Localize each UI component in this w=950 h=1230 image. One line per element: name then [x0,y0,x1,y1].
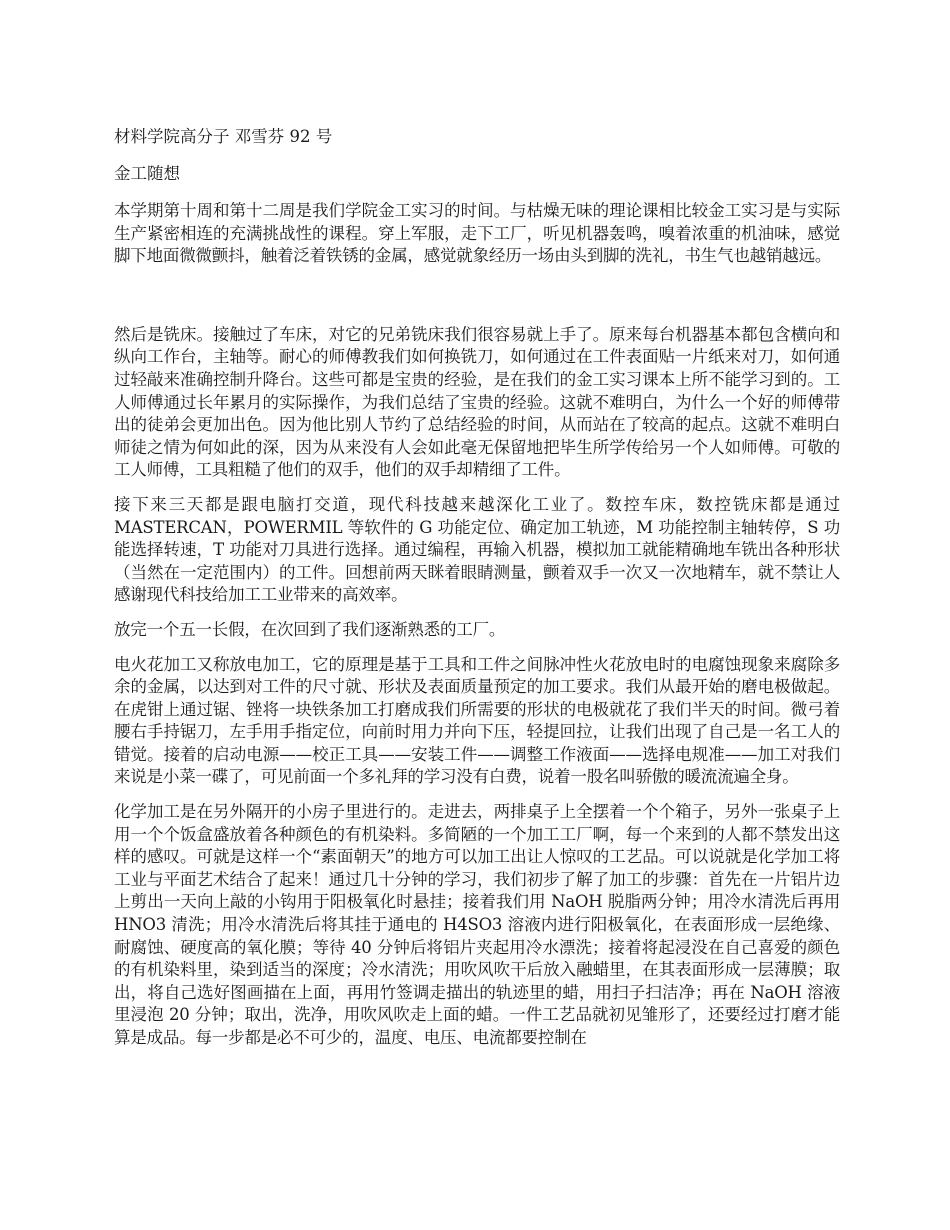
paragraph-intro: 本学期第十周和第十二周是我们学院金工实习的时间。与枯燥无味的理论课相比较金工实习是与实际生产紧密相连的充满挑战性的课程。穿上军服，走下工厂，听见机器轰鸣，嗅着浓重的机油味，感觉脚下地面微微颤抖，触着泛着铁锈的金属，感觉就象经历一场由头到脚的洗礼，书生气也越销越远。 [114,201,840,266]
paragraph-milling: 然后是铣床。接触过了车床，对它的兄弟铣床我们很容易就上手了。原来每台机器基本都包含横向和纵向工作台，主轴等。耐心的师傅教我们如何换铣刀，如何通过在工件表面贴一片纸来对刀，如何通过轻敲来准确控制升降台。这些可都是宝贵的经验，是在我们的金工实习课本上所不能学习到的。工人师傅通过长年累月的实际操作，为我们总结了宝贵的经验。这就不难明白，为什么一个好的师傅带出的徒弟会更加出色。因为他比别人节约了总结经验的时间，从而站在了较高的起点。这就不难明白师徒之情为何如此的深，因为从来没有人会如此毫无保留地把毕生所学传给另一个人如师傅。可敬的工人师傅，工具粗糙了他们的双手，他们的双手却精细了工件。 [114,324,840,480]
paragraph-cnc: 接下来三天都是跟电脑打交道，现代科技越来越深化工业了。数控车床，数控铣床都是通过 MASTERCAN，POWERMIL 等软件的 G 功能定位、确定加工轨迹，M 功能控制主轴转停，S 功能选择转速，T 功能对刀具进行选择。通过编程，再输入机器，模拟加工就能精确地车铣出各种形状（当然在一定范围内）的工件。回想前两天眯着眼睛测量，颤着双手一次又一次地精车，就不禁让人感谢现代科技给加工工业带来的高效率。 [114,494,840,605]
document-page [114,126,840,1050]
paragraph-chemical: 化学加工是在另外隔开的小房子里进行的。走进去，两排桌子上全摆着一个个箱子，另外一张桌子上用一个个饭盒盛放着各种颜色的有机染料。多简陋的一个加工工厂啊，每一个来到的人都不禁发出这样的感叹。可就是这样一个“素面朝天”的地方可以加工出让人惊叹的工艺品。可以说就是化学加工将工业与平面艺术结合了起来！通过几十分钟的学习，我们初步了解了加工的步骤：首先在一片铝片边上剪出一天向上敲的小钩用于阳极氧化时悬挂；接着我们用 NaOH 脱脂两分钟；用冷水清洗后再用 HNO3 清洗；用冷水清洗后将其挂于通电的 H4SO3 溶液内进行阳极氧化，在表面形成一层绝缘、耐腐蚀、硬度高的氧化膜；等待 40 分钟后将铝片夹起用冷水漂洗；接着将起浸没在自己喜爱的颜色的有机染料里，染到适当的深度；冷水清洗；用吹风吹干后放入融蜡里，在其表面形成一层薄膜；取出，将自己选好图画描在上面，再用竹签调走描出的轨迹里的蜡，用扫子扫洁净；再在 NaOH 溶液里浸泡 20 分钟；取出，洗净，用吹风吹走上面的蜡。一件工艺品就初见雏形了，还要经过打磨才能算是成品。每一步都是必不可少的，温度、电压、电流都要控制在 [114,802,840,1047]
author-line: 材料学院高分子 邓雪芬 92 号 [114,127,333,146]
document-title: 金工随想 [114,164,180,183]
paragraph-edm: 电火花加工又称放电加工，它的原理是基于工具和工件之间脉冲性火花放电时的电腐蚀现象来腐除多余的金属，以达到对工件的尺寸就、形状及表面质量预定的加工要求。我们从最开始的磨电极做起。在虎钳上通过锯、锉将一块铁条加工打磨成我们所需要的形状的电极就花了我们半天的时间。微弓着腰右手持锯刀，左手用手指定位，向前时用力并向下压，轻提回拉，让我们出现了自己是一名工人的错觉。接着的启动电源——校正工具——安装工件——调整工作液面——选择电规准——加工对我们来说是小菜一碟了，可见前面一个多礼拜的学习没有白费，说着一股名叫骄傲的暖流流遍全身。 [114,654,840,787]
paragraph-holiday: 放完一个五一长假，在次回到了我们逐渐熟悉的工厂。 [114,619,506,639]
